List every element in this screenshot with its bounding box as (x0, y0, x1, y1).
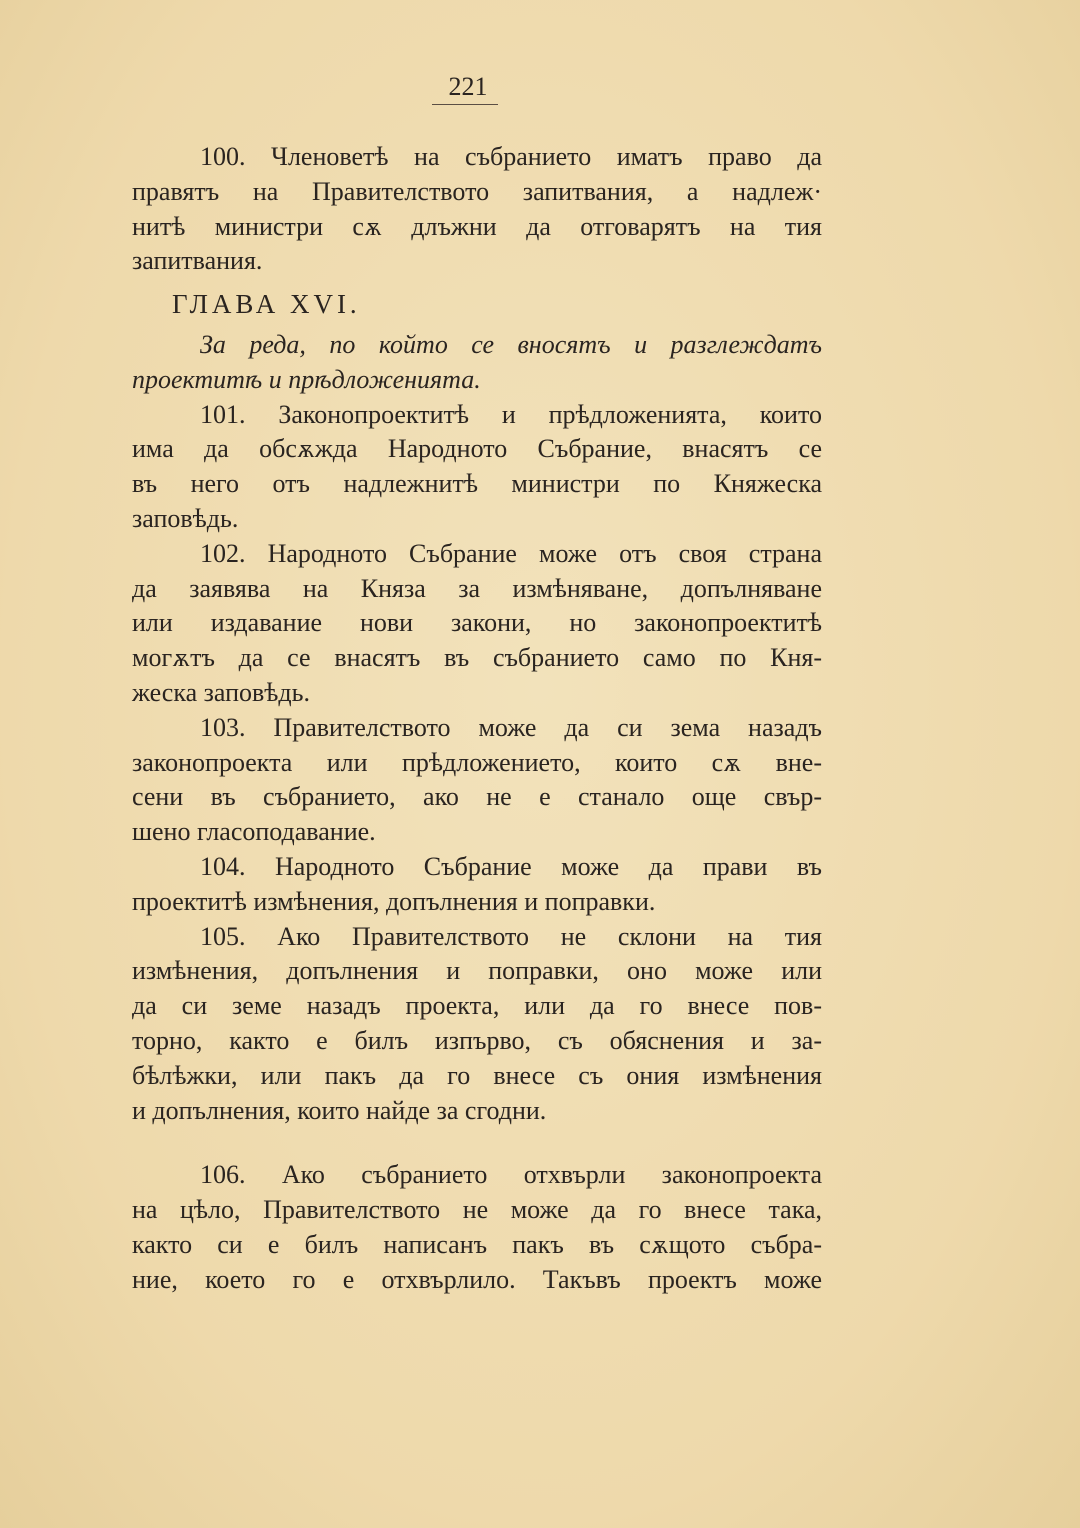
text-line: ГЛАВА XVI. (172, 289, 361, 320)
text-line: жеска заповѣдь. (132, 677, 310, 707)
text-line: законопроекта или прѣдложението, които сѫ вне- (132, 747, 822, 777)
text-line: бѣлѣжки, или пакъ да го внесе съ ония измѣнения (132, 1060, 822, 1090)
text-line: 106. Ако събранието отхвърли законопроекта (200, 1160, 822, 1190)
text-line: 105. Ако Правителството не склони на тия (200, 921, 822, 951)
text-line: За реда, по който се вносятъ и разглеждатъ (200, 329, 822, 359)
text-line: правятъ на Правителството запитвания, а надлеж· (132, 176, 822, 206)
text-line: проектитѣ и прѣдложенията. (132, 364, 481, 394)
article-paragraph (132, 140, 822, 279)
text-line: въ него отъ надлежнитѣ министри по Княжеска (132, 469, 822, 499)
text-line: и допълнения, които найде за сгодни. (132, 1095, 547, 1125)
text-line: 102. Народното Събрание може отъ своя страна (200, 538, 822, 568)
text-line: нитѣ министри сѫ длъжни да отговарятъ на тия (132, 211, 822, 241)
article-paragraph (132, 537, 822, 711)
text-line: шено гласоподавание. (132, 817, 376, 847)
text-line: заповѣдь. (132, 503, 239, 533)
text-line: или издавание нови закони, но законопроектитѣ (132, 608, 822, 638)
text-line: на цѣло, Правителството не може да го внесе така, (132, 1195, 822, 1225)
text-line: торно, както е билъ изпърво, съ обяснения и за- (132, 1025, 822, 1055)
text-line: могѫтъ да се внасятъ въ събранието само по Кня- (132, 643, 822, 673)
text-line: 104. Народното Събрание може да прави въ (200, 851, 822, 881)
article-paragraph (132, 1158, 822, 1297)
text-line: запитвания. (132, 246, 263, 276)
paragraph-gap (132, 1128, 822, 1158)
text-line: 100. Членоветѣ на събранието иматъ право да (200, 142, 822, 171)
text-line: има да обсѫжда Народното Събрание, внасятъ се (132, 434, 822, 464)
article-paragraph (132, 850, 822, 920)
text-line: ние, което го е отхвърлило. Такъвъ проектъ може (132, 1264, 822, 1294)
text-line: сени въ събранието, ако не е станало още свър- (132, 782, 822, 812)
text-line: проектитѣ измѣнения, допълнения и поправки. (132, 886, 656, 916)
text-line: да си земе назадъ проекта, или да го внесе пов- (132, 991, 822, 1021)
chapter-heading (132, 287, 822, 322)
text-column (132, 140, 822, 1298)
text-line: измѣнения, допълнения и поправки, оно може или (132, 956, 822, 986)
article-paragraph (132, 920, 822, 1129)
page-number: 221 (448, 72, 488, 101)
text-line: да заявява на Княза за измѣняване, допълняване (132, 573, 822, 603)
chapter-subtitle (132, 328, 822, 398)
text-line: 101. Законопроектитѣ и прѣдложенията, които (200, 399, 822, 429)
text-line: както си е билъ написанъ пакъ въ сѫщото събра- (132, 1229, 822, 1259)
text-line: 103. Правителството може да си зема назадъ (200, 712, 822, 742)
page-number-rule (432, 104, 498, 105)
article-paragraph (132, 398, 822, 537)
article-paragraph (132, 711, 822, 850)
